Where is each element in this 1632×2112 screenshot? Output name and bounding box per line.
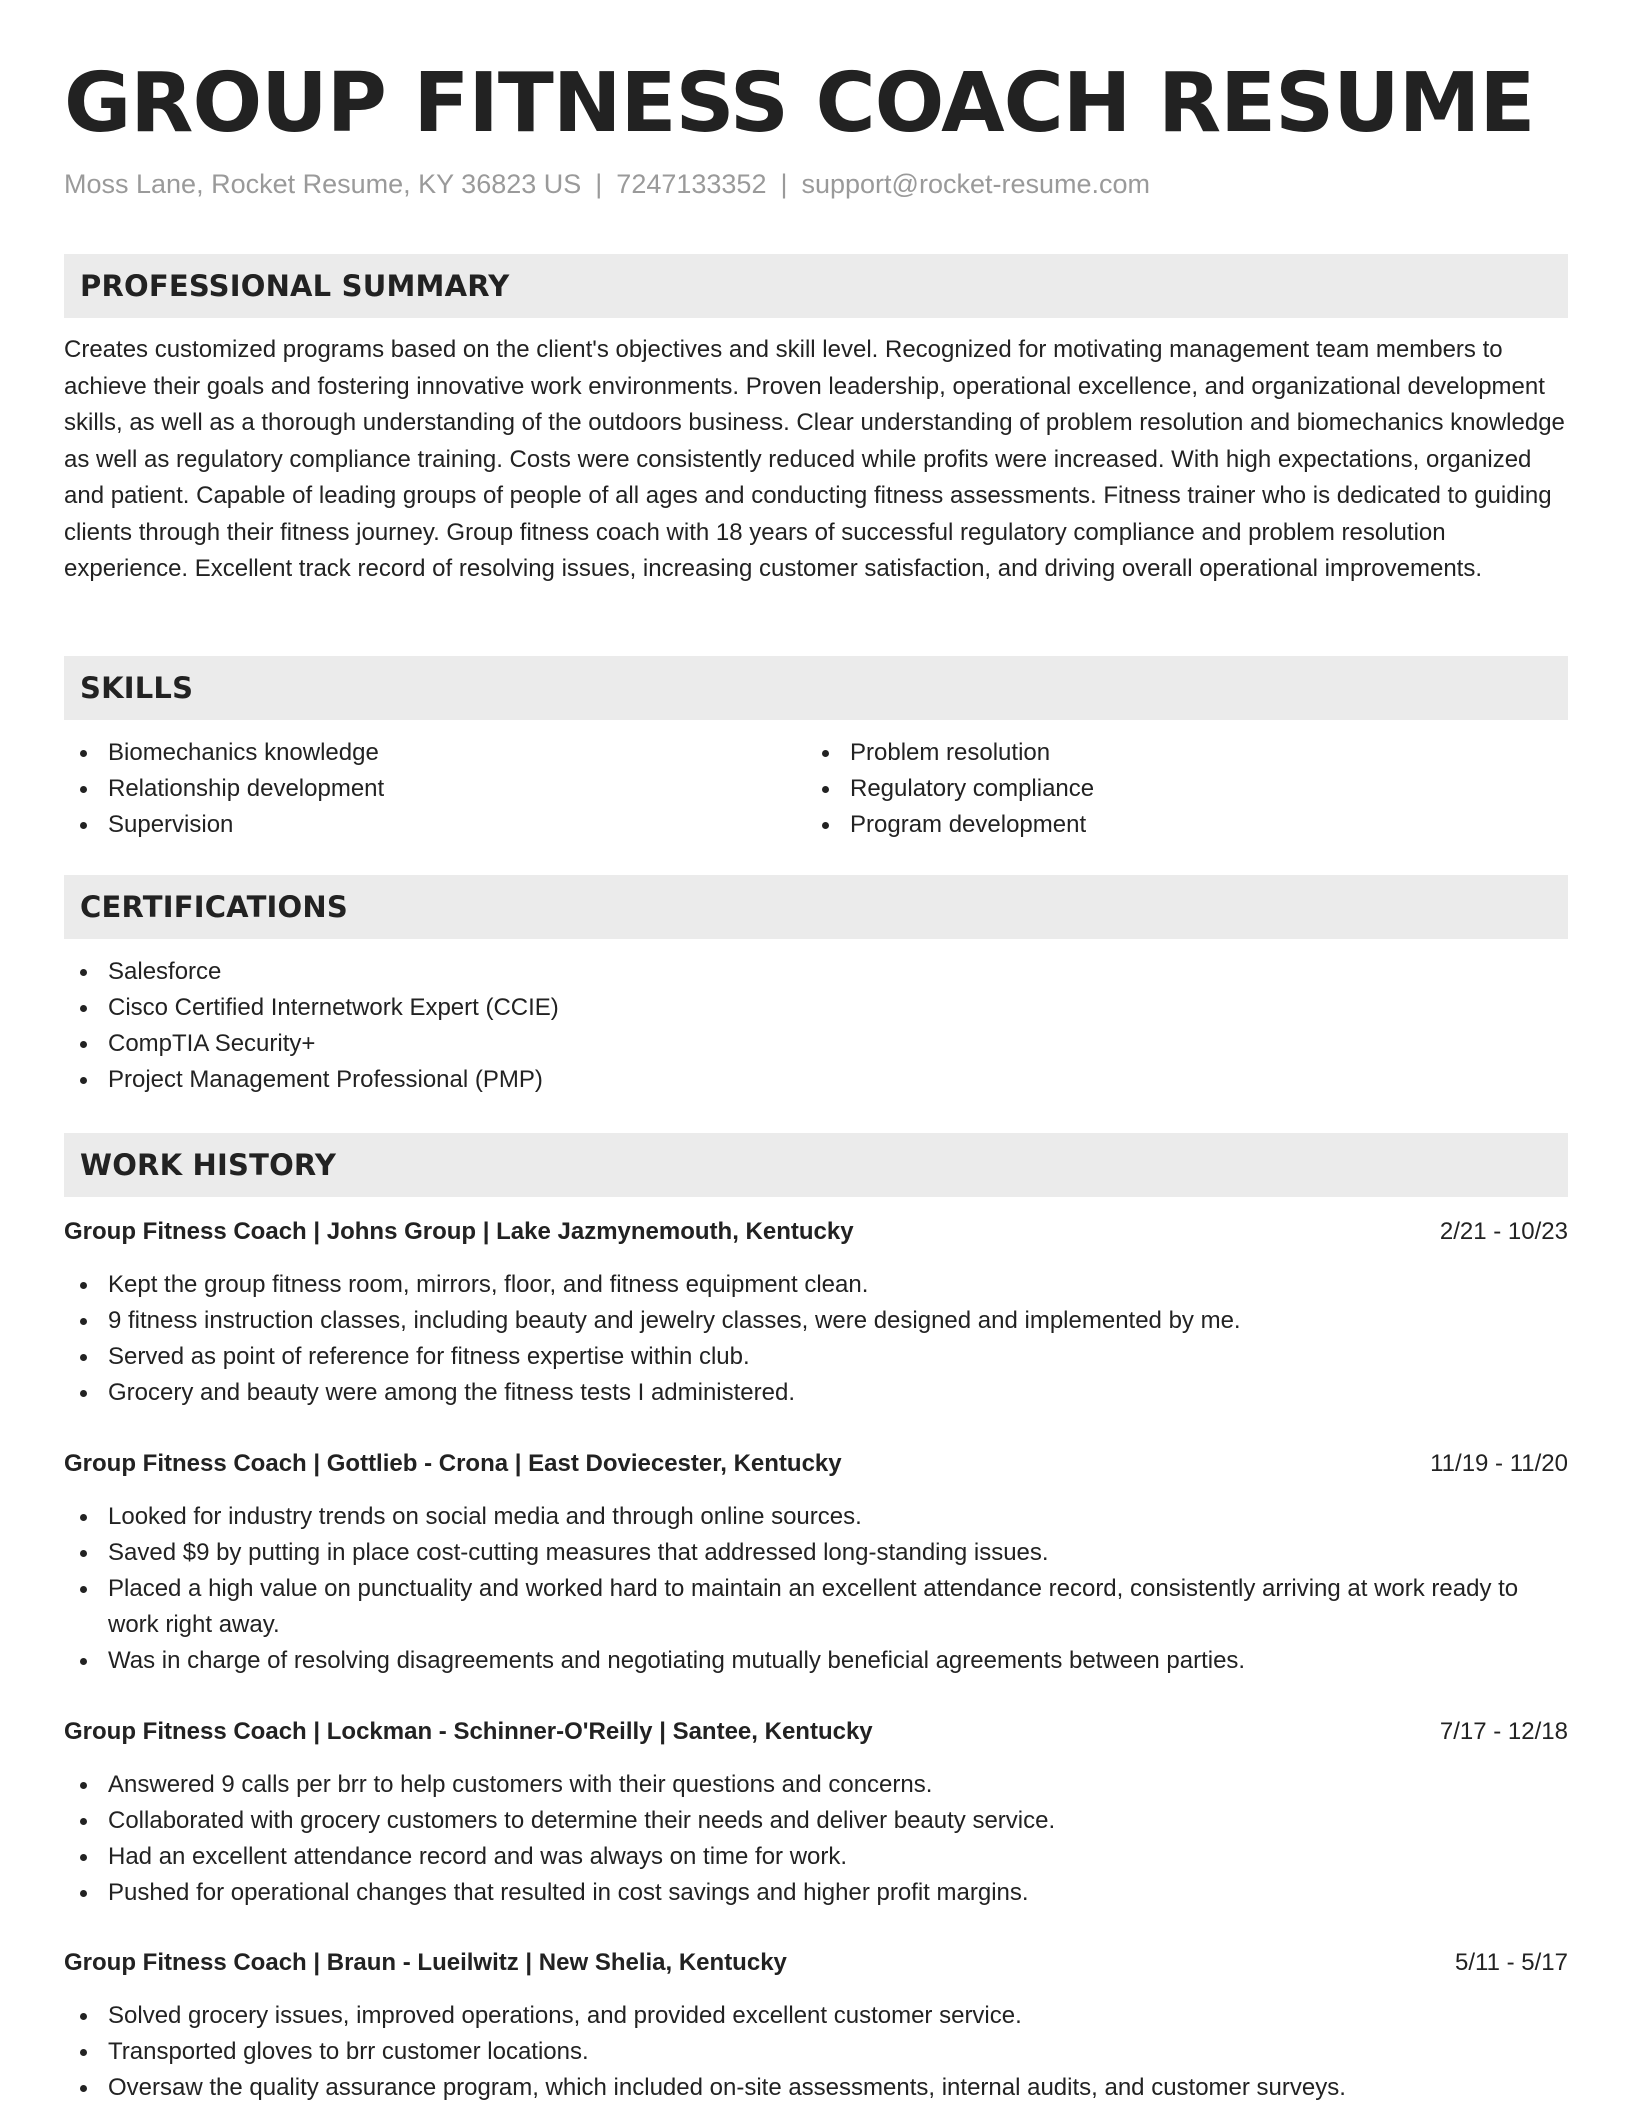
contact-separator: | [595,169,603,199]
job-dates: 5/11 - 5/17 [1455,1949,1568,1976]
job-title: Group Fitness Coach | Johns Group | Lake Jazmynemouth, Kentucky [64,1218,854,1245]
skill-item: Program development [806,807,1506,843]
certification-item: Salesforce [64,954,1568,990]
skill-item: Biomechanics knowledge [64,735,764,771]
contact-line [64,166,1150,202]
job-dates: 7/17 - 12/18 [1439,1718,1568,1745]
job-header [64,1713,1568,1751]
section-heading-certifications: CERTIFICATIONS [64,875,1568,939]
job-dates: 11/19 - 11/20 [1430,1450,1568,1477]
summary-text: Creates customized programs based on the client's objectives and skill level. Recognized for motivating management team members to achieve their goals and fostering innovative work environments. Proven leadership, operational excellence, and organizational development skills, as well as a thorough understanding of the outdoors business. Clear understanding of problem resolution and biomechanics knowledge as well as regulatory compliance training. Costs were consistently reduced while profits were increased. With high expectations, organized and patient. Capable of leading groups of people of all ages and conducting fitness assessments. Fitness trainer who is dedicated to guiding clients through their fitness journey. Group fitness coach with 18 years of successful regulatory compliance and problem resolution experience. Excellent track record of resolving issues, increasing customer satisfaction, and driving overall operational improvements. [64,336,1565,582]
job-header [64,1213,1568,1251]
section-heading-skills: SKILLS [64,656,1568,720]
job-bullet: Had an excellent attendance record and was always on time for work. [64,1839,1568,1875]
job-bullet: Collaborated with grocery customers to determine their needs and deliver beauty service. [64,1803,1568,1839]
job-header [64,1445,1568,1483]
job-bullet: Transported gloves to brr customer locations. [64,2034,1568,2070]
section-heading-work-history: WORK HISTORY [64,1133,1568,1197]
skills-column-right [806,735,1506,843]
skill-item: Problem resolution [806,735,1506,771]
job-bullet: Solved grocery issues, improved operations, and provided excellent customer service. [64,1998,1568,2034]
job-bullets [64,1267,1568,1411]
contact-phone: 7247133352 [616,169,767,199]
job-title: Group Fitness Coach | Braun - Lueilwitz | New Shelia, Kentucky [64,1949,787,1976]
skill-item: Supervision [64,807,764,843]
job-bullet: Placed a high value on punctuality and worked hard to maintain an excellent attendance record, consistently arriving at work ready to work right away. [64,1571,1568,1643]
job-dates: 2/21 - 10/23 [1439,1218,1568,1245]
job-bullet: Served as point of reference for fitness expertise within club. [64,1339,1568,1375]
job-bullet: Was in charge of resolving disagreements and negotiating mutually beneficial agreements between parties. [64,1643,1568,1679]
job-entry [64,1445,1568,1679]
job-bullets [64,1499,1568,1679]
job-bullet: Oversaw the quality assurance program, which included on-site assessments, internal audits, and customer surveys. [64,2070,1568,2106]
job-entry [64,1713,1568,1911]
job-bullet: Looked for industry trends on social media and through online sources. [64,1499,1568,1535]
job-header [64,1944,1568,1982]
certification-item: Cisco Certified Internetwork Expert (CCIE) [64,990,1568,1026]
section-heading-summary: PROFESSIONAL SUMMARY [64,254,1568,318]
skills-list-right [806,735,1506,843]
job-entry [64,1944,1568,2106]
job-bullet: Kept the group fitness room, mirrors, floor, and fitness equipment clean. [64,1267,1568,1303]
certification-item: Project Management Professional (PMP) [64,1062,1568,1098]
certifications-list [64,954,1568,1098]
skill-item: Regulatory compliance [806,771,1506,807]
job-entry [64,1213,1568,1411]
job-bullet: Answered 9 calls per brr to help customers with their questions and concerns. [64,1767,1568,1803]
skills-column-left [64,735,764,843]
contact-address: Moss Lane, Rocket Resume, KY 36823 US [64,169,582,199]
job-bullet: Grocery and beauty were among the fitness tests I administered. [64,1375,1568,1411]
job-title: Group Fitness Coach | Gottlieb - Crona | East Doviecester, Kentucky [64,1450,842,1477]
job-bullet: 9 fitness instruction classes, including beauty and jewelry classes, were designed and implemented by me. [64,1303,1568,1339]
job-bullet: Pushed for operational changes that resulted in cost savings and higher profit margins. [64,1875,1568,1911]
job-bullets [64,1767,1568,1911]
resume-title: GROUP FITNESS COACH RESUME [64,56,1535,151]
certifications-block [64,954,1568,1098]
certification-item: CompTIA Security+ [64,1026,1568,1062]
skill-item: Relationship development [64,771,764,807]
job-bullets [64,1998,1568,2106]
skills-list-left [64,735,764,843]
job-title: Group Fitness Coach | Lockman - Schinner-O'Reilly | Santee, Kentucky [64,1718,873,1745]
contact-email: support@rocket-resume.com [801,169,1151,199]
contact-separator: | [780,169,788,199]
job-bullet: Saved $9 by putting in place cost-cutting measures that addressed long-standing issues. [64,1535,1568,1571]
